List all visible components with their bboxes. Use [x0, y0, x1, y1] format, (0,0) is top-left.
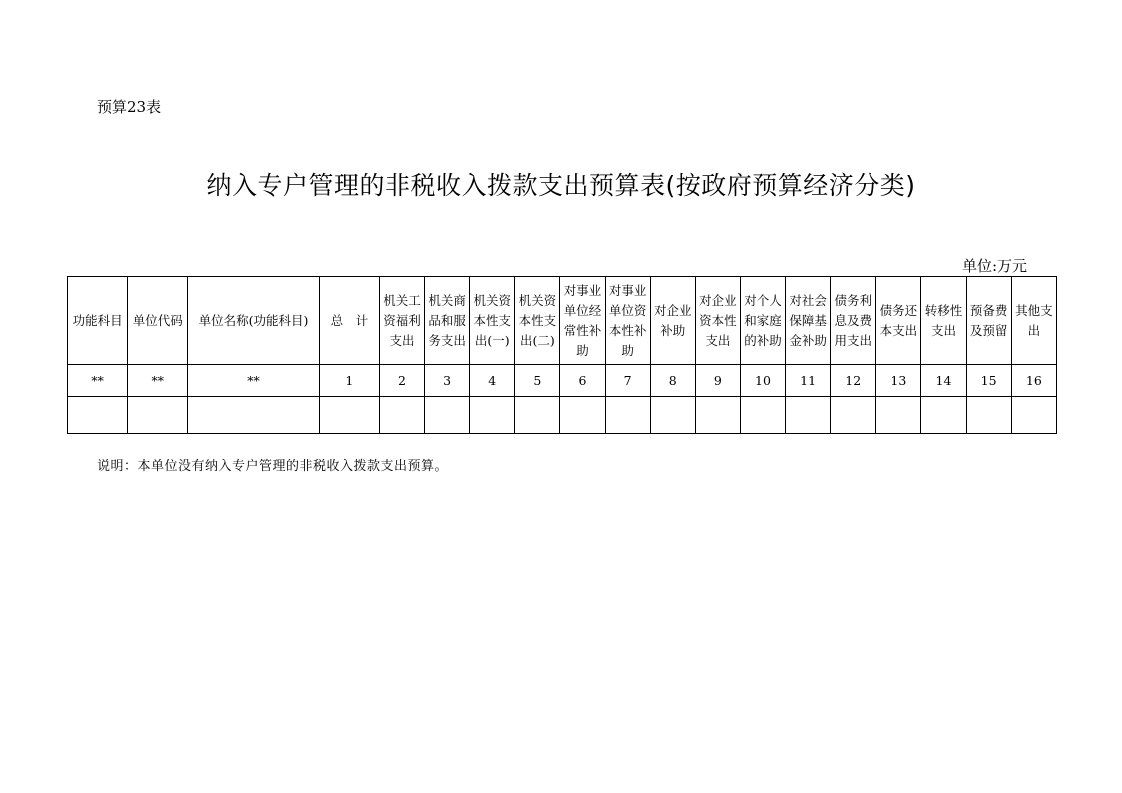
index-cell: 12	[831, 365, 876, 397]
col-header: 对企业补助	[650, 277, 695, 365]
col-header: 对事业单位资本性补助	[605, 277, 650, 365]
form-code: 预算23表	[97, 98, 162, 116]
index-cell: 10	[740, 365, 785, 397]
index-cell: 7	[605, 365, 650, 397]
col-header: 对个人和家庭的补助	[740, 277, 785, 365]
data-cell	[319, 397, 379, 434]
data-cell	[560, 397, 605, 434]
col-header: 对事业单位经常性补助	[560, 277, 605, 365]
index-cell: 5	[515, 365, 560, 397]
index-cell: 4	[470, 365, 515, 397]
data-cell	[650, 397, 695, 434]
index-cell: **	[68, 365, 128, 397]
col-header: 对社会保障基金补助	[786, 277, 831, 365]
index-cell: 11	[786, 365, 831, 397]
index-cell: 1	[319, 365, 379, 397]
data-cell	[1011, 397, 1056, 434]
index-cell: 15	[966, 365, 1011, 397]
index-cell: 9	[695, 365, 740, 397]
col-header: 机关资本性支出(一)	[470, 277, 515, 365]
col-header: 机关商品和服务支出	[425, 277, 470, 365]
header-row	[68, 277, 1057, 365]
explanatory-note: 说明：本单位没有纳入专户管理的非税收入拨款支出预算。	[97, 459, 449, 474]
data-cell	[695, 397, 740, 434]
unit-label: 单位:万元	[961, 257, 1027, 275]
data-cell	[966, 397, 1011, 434]
index-row	[68, 365, 1057, 397]
data-cell	[740, 397, 785, 434]
data-cell	[921, 397, 966, 434]
index-cell: **	[128, 365, 188, 397]
col-header: 机关工资福利支出	[379, 277, 424, 365]
index-cell: 16	[1011, 365, 1056, 397]
data-cell	[605, 397, 650, 434]
data-cell	[831, 397, 876, 434]
data-cell	[128, 397, 188, 434]
col-header: 其他支出	[1011, 277, 1056, 365]
page-title: 纳入专户管理的非税收入拨款支出预算表(按政府预算经济分类)	[206, 171, 916, 200]
data-cell	[379, 397, 424, 434]
index-cell: 14	[921, 365, 966, 397]
index-cell: 3	[425, 365, 470, 397]
data-cell	[470, 397, 515, 434]
index-cell: 8	[650, 365, 695, 397]
data-cell	[786, 397, 831, 434]
data-row	[68, 397, 1057, 434]
index-cell: 6	[560, 365, 605, 397]
index-cell: **	[188, 365, 319, 397]
data-cell	[876, 397, 921, 434]
index-cell: 2	[379, 365, 424, 397]
col-header: 转移性支出	[921, 277, 966, 365]
col-header: 机关资本性支出(二)	[515, 277, 560, 365]
col-header: 债务利息及费用支出	[831, 277, 876, 365]
col-header: 功能科目	[68, 277, 128, 365]
col-header: 单位代码	[128, 277, 188, 365]
data-cell	[515, 397, 560, 434]
col-header: 债务还本支出	[876, 277, 921, 365]
data-cell	[188, 397, 319, 434]
col-header: 预备费及预留	[966, 277, 1011, 365]
col-header: 对企业资本性支出	[695, 277, 740, 365]
index-cell: 13	[876, 365, 921, 397]
col-header: 总 计	[319, 277, 379, 365]
data-cell	[68, 397, 128, 434]
data-cell	[425, 397, 470, 434]
budget-table	[67, 276, 1057, 434]
col-header: 单位名称(功能科目)	[188, 277, 319, 365]
